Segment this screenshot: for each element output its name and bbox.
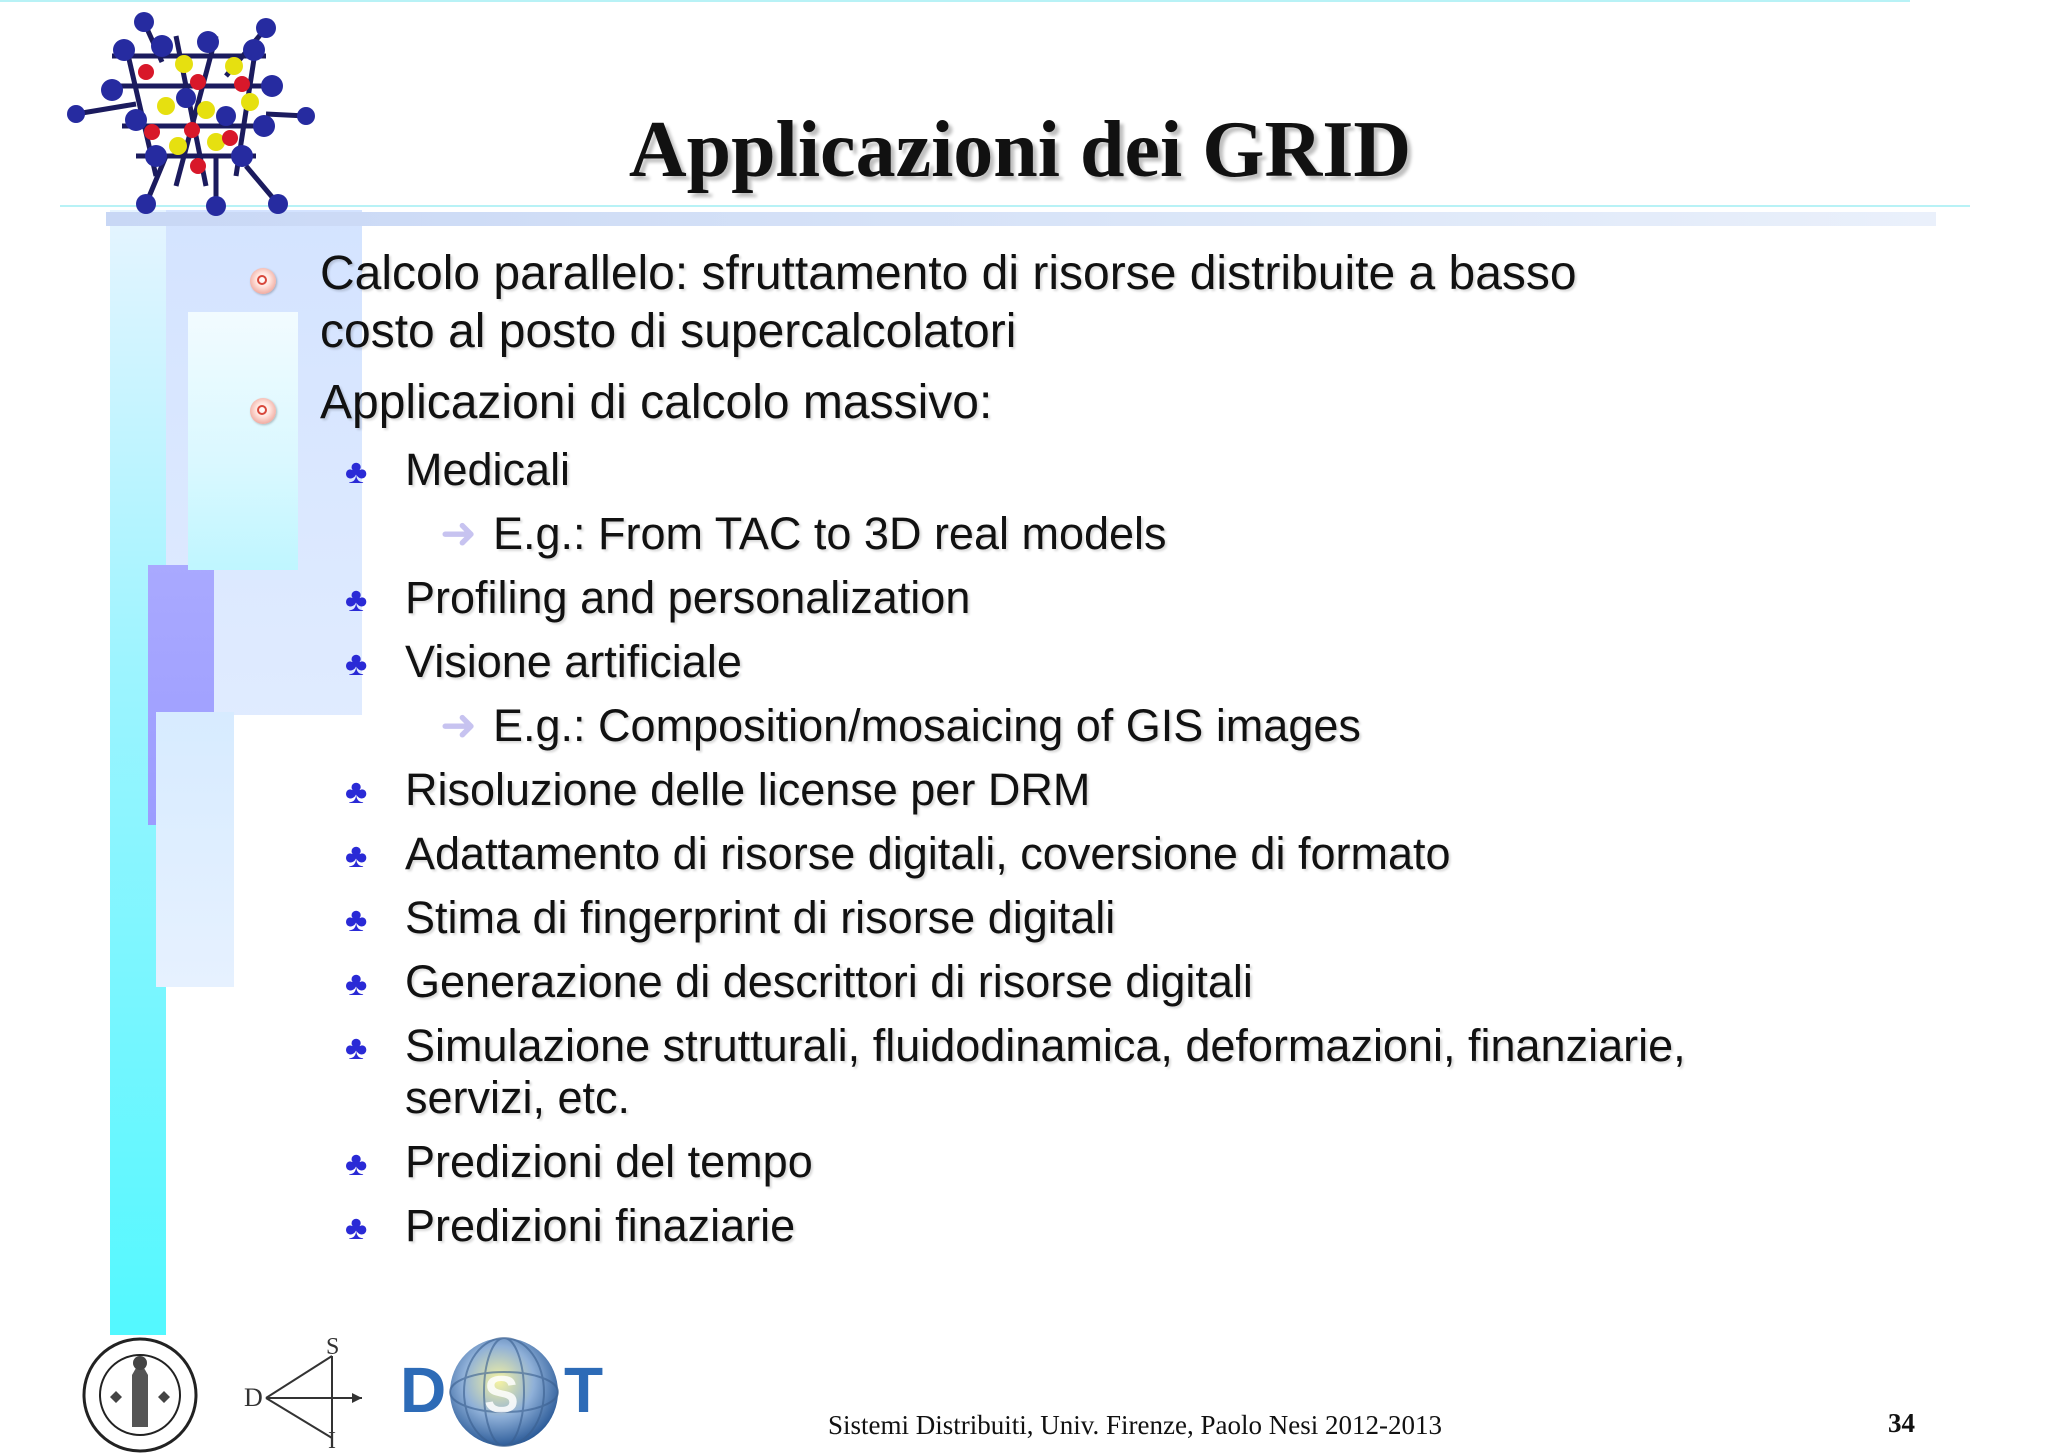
dsi-letter-s: S: [326, 1338, 340, 1360]
club-icon: ♣: [345, 837, 368, 875]
club-icon: ♣: [345, 581, 368, 619]
club-icon: ♣: [345, 965, 368, 1003]
ring-bullet-icon: [250, 398, 276, 424]
university-seal-logo: [80, 1335, 200, 1455]
bullet-text: Applicazioni di calcolo massivo:: [320, 376, 993, 429]
dsi-logo: [238, 1338, 370, 1448]
bullet-line: servizi, etc.: [405, 1072, 631, 1123]
dsi-letter-i: I: [328, 1428, 336, 1448]
arrow-right-icon: ➜: [440, 701, 477, 750]
bullet-line: costo al posto di supercalcolatori: [320, 305, 1017, 358]
sub-bullet-text: Medicali: [405, 444, 571, 495]
club-icon: ♣: [345, 453, 368, 491]
title-band: [106, 212, 1936, 226]
club-icon: ♣: [345, 645, 368, 683]
sub-bullet-text: Adattamento di risorse digitali, coversione di formato: [405, 828, 1451, 879]
bullet-line: Simulazione strutturali, fluidodinamica, deformazioni, finanziarie,: [405, 1020, 1686, 1071]
club-icon: ♣: [345, 1209, 368, 1247]
ring-bullet-icon: [250, 268, 276, 294]
sub-bullet-text: Predizioni del tempo: [405, 1136, 813, 1187]
club-icon: ♣: [345, 1029, 368, 1067]
disit-letters-si: S: [484, 1366, 519, 1424]
sub-bullet-text: Predizioni finaziarie: [405, 1200, 796, 1251]
sub-bullet-text: Stima di fingerprint di risorse digitali: [405, 892, 1116, 943]
bullet-line: Calcolo parallelo: sfruttamento di risorse distribuite a basso: [320, 247, 1577, 300]
footer-text: Sistemi Distribuiti, Univ. Firenze, Paolo Nesi 2012-2013: [828, 1410, 1442, 1440]
title-underline: [60, 205, 1970, 207]
disit-logo: [396, 1332, 616, 1448]
bullet-text: [320, 245, 1800, 361]
club-icon: ♣: [345, 773, 368, 811]
decor-bar-white: [188, 312, 298, 570]
sub-sub-bullet-text: E.g.: Composition/mosaicing of GIS images: [493, 700, 1361, 751]
sub-bullet-text: Visione artificiale: [405, 636, 742, 687]
disit-letter-t: T: [564, 1354, 604, 1426]
arrow-right-icon: ➜: [440, 509, 477, 558]
disit-letter-d: D: [400, 1354, 447, 1426]
molecule-logo-icon: [66, 6, 322, 220]
sub-bullet-text: Risoluzione delle license per DRM: [405, 764, 1091, 815]
slide-title: Applicazioni dei GRID: [628, 106, 1412, 194]
footer-rule: [0, 0, 1910, 2]
decor-bar-pale: [156, 712, 234, 987]
page-number: 34: [1888, 1408, 1915, 1438]
dsi-letter-d: D: [244, 1383, 263, 1412]
club-icon: ♣: [345, 901, 368, 939]
club-icon: ♣: [345, 1145, 368, 1183]
sub-bullet-text: [405, 1020, 1845, 1124]
sub-bullet-text: Generazione di descrittori di risorse digitali: [405, 956, 1253, 1007]
sub-sub-bullet-text: E.g.: From TAC to 3D real models: [493, 508, 1167, 559]
sub-bullet-text: Profiling and personalization: [405, 572, 971, 623]
